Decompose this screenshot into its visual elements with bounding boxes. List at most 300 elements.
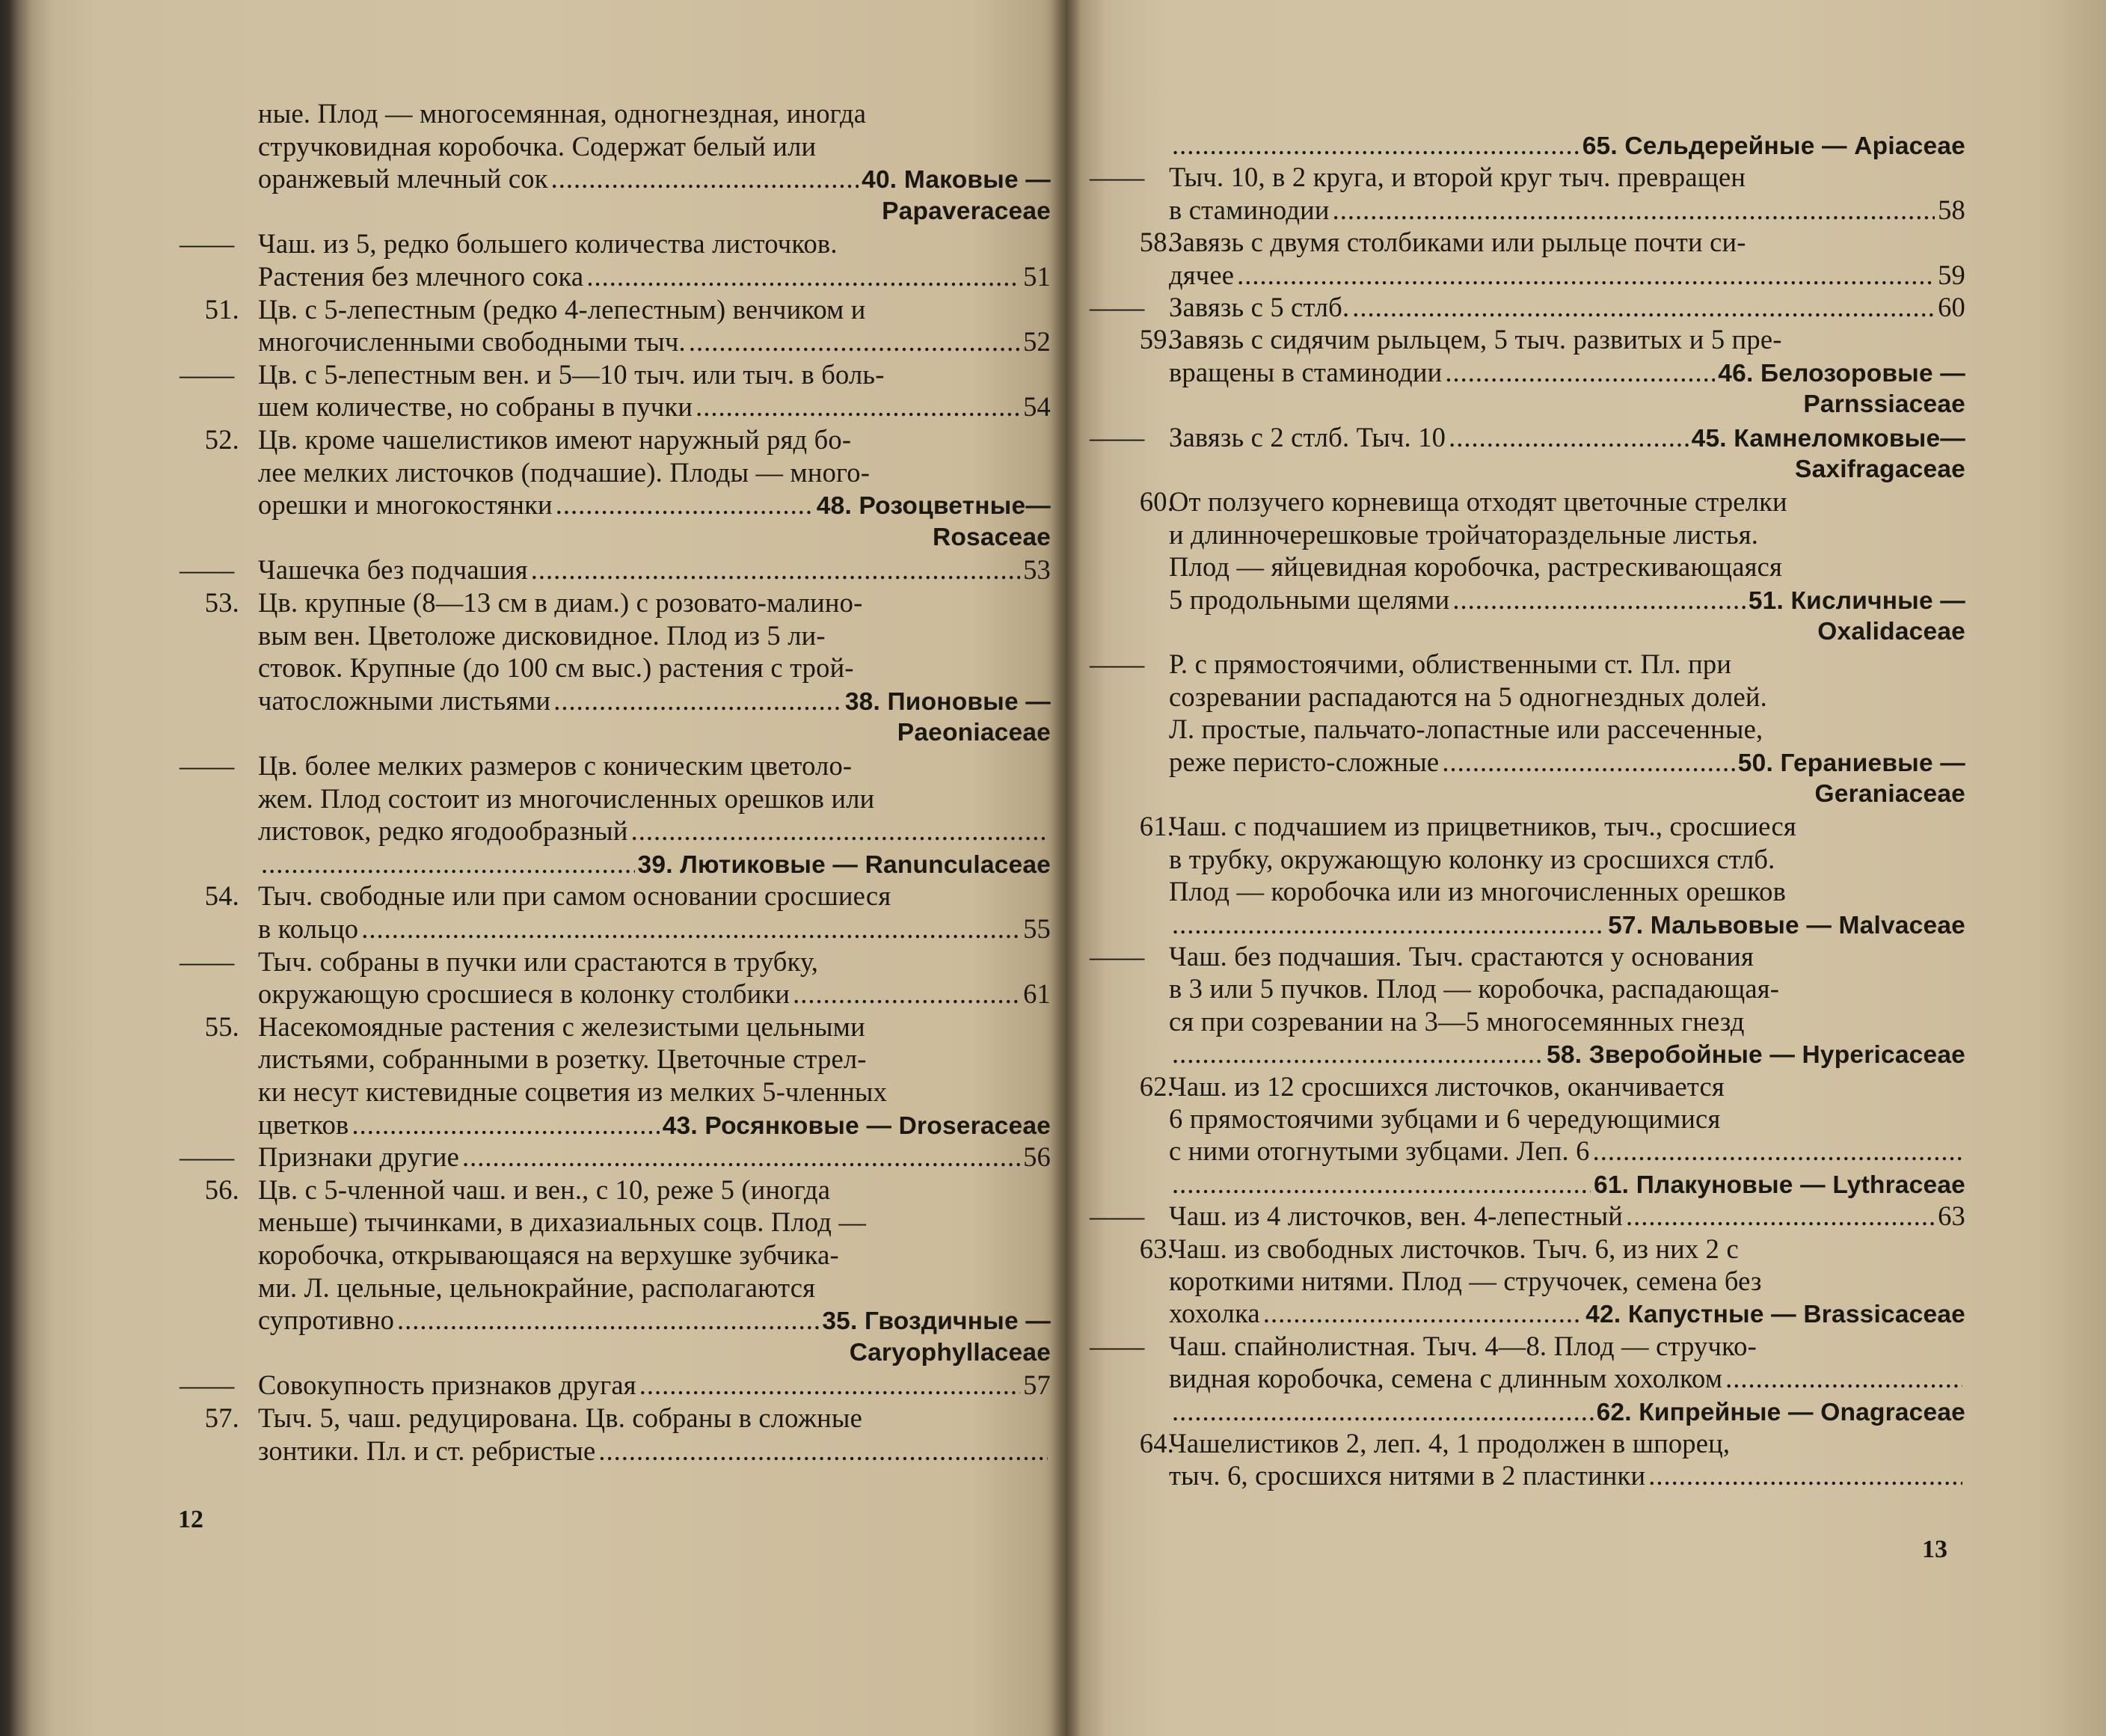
line-content	[1169, 1427, 1965, 1460]
leader-dots	[1593, 1135, 1962, 1168]
line-content	[258, 260, 1051, 293]
leader-dots	[598, 1435, 1048, 1467]
line-content	[1169, 583, 1965, 618]
text-line	[0, 782, 1066, 815]
line-text: Тыч. 5, чаш. редуцирована. Цв. собраны в сложные	[258, 1402, 863, 1433]
line-content	[258, 1010, 1051, 1043]
right-page	[1066, 0, 2106, 1736]
line-text: Плод — коробочка или из многочисленных орешков	[1169, 876, 1787, 907]
line-text: Завязь с сидячим рыльцем, 5 тыч. развитых и 5 пре-	[1169, 324, 1782, 355]
text-line	[1066, 194, 2106, 227]
step-reference: 59	[1938, 259, 1965, 290]
text-line	[1066, 453, 2106, 486]
line-text: Плод — яйцевидная коробочка, растрескивающаяся	[1169, 551, 1783, 583]
text-line	[0, 1010, 1066, 1043]
right-page-number: 13	[1922, 1536, 1947, 1563]
line-text: Чаш. из 4 листочков, вен. 4-лепестный	[1169, 1200, 1624, 1232]
line-content	[258, 913, 1051, 945]
alternative-dash: ——	[179, 228, 235, 260]
line-text: Л. простые, пальчато-лопастные или рассеченные,	[1169, 714, 1763, 745]
line-text: Чаш. без подчашия. Тыч. срастаются у основания	[1169, 941, 1754, 972]
family-name: 50. Гераниевые —	[1737, 749, 1965, 777]
family-name: Geraniaceae	[1814, 780, 1965, 808]
line-text: оранжевый млечный сок	[258, 163, 548, 194]
leader-dots	[1442, 746, 1734, 779]
text-line	[0, 97, 1066, 130]
text-line	[1066, 485, 2106, 518]
text-line	[1066, 908, 2106, 941]
text-line	[0, 1076, 1066, 1108]
text-line	[1066, 1037, 2106, 1070]
line-content	[1169, 259, 1965, 292]
text-line	[0, 717, 1066, 749]
step-reference: 60	[1938, 292, 1965, 322]
family-name: 42. Капустные — Brassicaceae	[1585, 1301, 1965, 1329]
line-content	[1169, 1459, 1965, 1492]
line-text: в 3 или 5 пучков. Плод — коробочка, распадающая-	[1169, 973, 1780, 1005]
line-text: созревании распадаются на 5 одногнездных долей.	[1169, 681, 1767, 712]
line-content	[1169, 972, 1965, 1005]
line-text: Тыч. 10, в 2 круга, и второй круг тыч. превращен	[1169, 162, 1746, 193]
family-name: 46. Белозоровые —	[1718, 359, 1965, 387]
text-line	[1066, 226, 2106, 259]
text-line	[1066, 356, 2106, 389]
line-content	[258, 978, 1051, 1010]
key-step-number: 64.	[1139, 1428, 1174, 1459]
text-line	[0, 586, 1066, 619]
line-text: Завязь с двумя столбиками или рыльце почти си-	[1169, 227, 1746, 258]
family-name: Papaveraceae	[882, 197, 1051, 225]
text-line	[1066, 681, 2106, 714]
key-step-number: 54.	[204, 880, 239, 912]
leader-dots	[1648, 1459, 1962, 1492]
text-line	[0, 390, 1066, 423]
line-text: видная коробочка, семена с длинным хохолком	[1169, 1363, 1723, 1394]
leader-dots	[1172, 129, 1580, 162]
family-name: 35. Гвоздичные —	[822, 1307, 1051, 1336]
line-text: ные. Плод — многосемянная, одногнездная, иногда	[258, 98, 867, 129]
line-content	[258, 1304, 1051, 1338]
line-content	[258, 945, 1051, 978]
text-line	[0, 1402, 1066, 1435]
key-step-number: 53.	[204, 587, 239, 618]
key-step-number: 62.	[1139, 1070, 1174, 1102]
text-line	[0, 162, 1066, 195]
line-content	[1169, 161, 1965, 194]
family-name: Rosaceae	[932, 523, 1051, 551]
family-name: 45. Камнеломковые—	[1691, 424, 1965, 453]
text-line	[1066, 550, 2106, 583]
key-step-number: 60.	[1139, 486, 1174, 518]
step-reference: 52	[1023, 326, 1051, 358]
text-line	[0, 1141, 1066, 1174]
line-text: Цв. крупные (8—13 см в диам.) с розовато-малино-	[258, 587, 863, 618]
line-text: ся при созревании на 3—5 многосемянных гнезд	[1169, 1005, 1745, 1037]
line-content	[258, 293, 1051, 326]
line-content	[1169, 1135, 1965, 1168]
leader-dots	[531, 553, 1020, 586]
text-line	[1066, 259, 2106, 292]
line-text: многочисленными свободными тыч.	[258, 326, 686, 358]
text-line	[0, 227, 1066, 260]
text-line	[1066, 616, 2106, 648]
text-line	[0, 423, 1066, 456]
line-content	[1169, 1233, 1965, 1266]
line-text: Чаш. из 12 сросшихся листочков, оканчивается	[1169, 1070, 1725, 1102]
leader-dots	[1352, 291, 1935, 324]
text-line	[0, 1108, 1066, 1141]
line-text: Цв. более мелких размеров с коническим цветоло-	[258, 750, 853, 781]
text-line	[1066, 1005, 2106, 1038]
text-line	[1066, 1135, 2106, 1168]
text-line	[1066, 1265, 2106, 1298]
line-text: цветков	[258, 1108, 349, 1140]
line-content	[258, 456, 1051, 489]
line-content	[1169, 746, 1965, 780]
alternative-dash: ——	[1090, 1200, 1145, 1232]
line-content	[258, 1043, 1051, 1076]
step-reference: 57	[1023, 1370, 1051, 1401]
line-content	[1169, 1330, 1965, 1363]
line-content	[258, 521, 1051, 554]
text-line	[1066, 323, 2106, 356]
family-name: 48. Розоцветные—	[816, 492, 1051, 521]
text-line	[0, 488, 1066, 521]
line-content	[1169, 1395, 1965, 1429]
alternative-dash: ——	[179, 554, 235, 586]
family-name: 51. Кисличные —	[1748, 586, 1965, 615]
line-text: лее мелких листочков (подчашие). Плоды — много-	[258, 456, 871, 488]
line-content	[1169, 778, 1965, 811]
line-text: Цв. с 5-лепестным (редко 4-лепестным) венчиком и	[258, 293, 866, 325]
line-text: в кольцо	[258, 913, 359, 944]
family-name: 57. Мальвовые — Malvaceae	[1608, 911, 1965, 939]
text-line	[1066, 1070, 2106, 1103]
leader-dots	[1172, 908, 1605, 941]
text-line	[1066, 1395, 2106, 1428]
line-text: Чаш. спайнолистная. Тыч. 4—8. Плод — стручко-	[1169, 1330, 1757, 1361]
text-line	[1066, 583, 2106, 616]
text-line	[1066, 875, 2106, 908]
line-text: шем количестве, но собраны в пучки	[258, 391, 693, 423]
line-text: жем. Плод состоит из многочисленных орешков или	[258, 782, 875, 814]
line-content	[258, 195, 1051, 228]
alternative-dash: ——	[1090, 292, 1145, 322]
text-line	[0, 1174, 1066, 1206]
text-line	[0, 1239, 1066, 1272]
family-name: Parnssiaceae	[1803, 390, 1965, 419]
leader-dots	[351, 1108, 659, 1141]
text-line	[0, 684, 1066, 717]
line-text: Чаш. с подчашием из прицветников, тыч., сросшиеся	[1169, 811, 1796, 842]
leader-dots	[551, 162, 859, 195]
text-line	[0, 651, 1066, 684]
alternative-dash: ——	[1090, 941, 1145, 972]
line-content	[258, 880, 1051, 913]
text-line	[1066, 940, 2106, 973]
line-content	[1169, 908, 1965, 942]
family-name: 43. Росянковые — Droseraceae	[662, 1111, 1051, 1140]
line-content	[258, 1239, 1051, 1272]
text-line	[0, 325, 1066, 358]
alternative-dash: ——	[1090, 162, 1145, 193]
line-content	[1169, 1200, 1965, 1233]
step-reference: 51	[1023, 261, 1051, 292]
family-name: 58. Зверобойные — Hypericaceae	[1547, 1041, 1965, 1070]
text-line	[0, 913, 1066, 945]
line-text: Чаш. из 5, редко большего количества листочков.	[258, 228, 838, 260]
line-content	[258, 782, 1051, 815]
text-line	[1066, 518, 2106, 551]
line-text: Чашечка без подчашия	[258, 554, 528, 586]
alternative-dash: ——	[179, 358, 235, 390]
line-content	[1169, 648, 1965, 681]
leader-dots	[556, 488, 814, 521]
text-line	[0, 456, 1066, 489]
leader-dots	[1449, 421, 1689, 454]
text-line	[1066, 1168, 2106, 1200]
line-content	[1169, 1037, 1965, 1072]
line-text: меньше) тычинками, в дихазиальных соцв. Плод —	[258, 1206, 867, 1238]
line-content	[258, 1435, 1051, 1467]
text-line	[0, 195, 1066, 228]
step-reference: 55	[1023, 913, 1051, 944]
family-name: Saxifragaceae	[1795, 456, 1965, 483]
line-content	[258, 390, 1051, 423]
text-line	[0, 260, 1066, 293]
line-text: и длинночерешковые тройчатораздельные листья.	[1169, 518, 1759, 550]
leader-dots	[793, 978, 1020, 1010]
text-line	[1066, 843, 2106, 876]
leader-dots	[361, 913, 1020, 945]
text-line	[0, 1369, 1066, 1402]
line-text: Тыч. свободные или при самом основании сросшиеся	[258, 880, 891, 912]
line-text: Совокупность признаков другая	[258, 1370, 636, 1401]
leader-dots	[696, 390, 1020, 423]
line-content	[258, 847, 1051, 882]
leader-dots	[1333, 194, 1935, 227]
family-name: Oxalidaceae	[1817, 618, 1965, 645]
line-content	[258, 423, 1051, 456]
text-line	[0, 293, 1066, 326]
key-step-number: 61.	[1139, 811, 1174, 842]
text-line	[1066, 972, 2106, 1005]
line-content	[258, 749, 1051, 782]
line-text: Завязь с 2 стлб. Тыч. 10	[1169, 421, 1446, 453]
alternative-dash: ——	[1090, 1330, 1145, 1361]
line-text: Растения без млечного сока	[258, 261, 584, 292]
step-reference: 54	[1023, 391, 1051, 423]
text-line	[1066, 1362, 2106, 1395]
line-text: с ними отогнутыми зубцами. Леп. 6	[1169, 1135, 1590, 1167]
line-content	[1169, 291, 1965, 324]
text-line	[1066, 1102, 2106, 1135]
text-line	[0, 130, 1066, 163]
line-text: листьями, собранными в розетку. Цветочные стрел-	[258, 1043, 867, 1075]
family-name: 39. Лютиковые — Ranunculaceae	[637, 850, 1051, 879]
line-content	[1169, 356, 1965, 390]
line-content	[258, 586, 1051, 619]
text-line	[0, 847, 1066, 880]
text-line	[0, 1272, 1066, 1304]
line-text: чатосложными листьями	[258, 684, 551, 716]
text-line	[0, 619, 1066, 652]
line-content	[1169, 1070, 1965, 1103]
leader-dots	[586, 260, 1020, 293]
line-text: листовок, редко ягодообразный	[258, 815, 628, 847]
alternative-dash: ——	[179, 945, 235, 977]
line-content	[1169, 875, 1965, 908]
line-content	[1169, 1005, 1965, 1038]
step-reference: 56	[1023, 1141, 1051, 1173]
line-content	[1169, 485, 1965, 518]
leader-dots	[1445, 356, 1715, 389]
line-text: тыч. 6, сросшихся нитями в 2 пластинки	[1169, 1460, 1646, 1491]
text-line	[1066, 713, 2106, 746]
line-content	[258, 488, 1051, 523]
line-content	[258, 684, 1051, 719]
line-content	[1169, 388, 1965, 421]
line-content	[258, 619, 1051, 652]
line-content	[258, 1337, 1051, 1370]
line-content	[258, 358, 1051, 391]
line-content	[1169, 194, 1965, 227]
line-content	[1169, 323, 1965, 356]
line-content	[258, 325, 1051, 358]
text-line	[1066, 1427, 2106, 1460]
line-content	[1169, 550, 1965, 583]
line-content	[258, 1206, 1051, 1239]
text-line	[0, 978, 1066, 1010]
leader-dots	[1172, 1168, 1591, 1200]
text-line	[1066, 129, 2106, 162]
line-text: ки несут кистевидные соцветия из мелких 5-членных	[258, 1076, 888, 1107]
line-text: Насекомоядные растения с железистыми цельными	[258, 1010, 865, 1042]
line-content	[258, 1369, 1051, 1402]
line-content	[258, 815, 1051, 847]
line-content	[258, 1174, 1051, 1206]
text-line	[1066, 1459, 2106, 1492]
left-page-number: 12	[178, 1506, 203, 1533]
leader-dots	[631, 815, 1048, 847]
line-content	[258, 717, 1051, 749]
alternative-dash: ——	[179, 750, 235, 781]
alternative-dash: ——	[1090, 648, 1145, 680]
text-line	[0, 880, 1066, 913]
leader-dots	[1452, 583, 1746, 616]
family-name: Paeoniaceae	[897, 719, 1051, 747]
line-text: реже перисто-сложные	[1169, 746, 1440, 777]
step-reference: 53	[1023, 554, 1051, 586]
line-text: Чашелистиков 2, леп. 4, 1 продолжен в шпорец,	[1169, 1428, 1731, 1459]
key-step-number: 57.	[204, 1402, 239, 1433]
line-text: в трубку, окружающую колонку из сросшихся стлб.	[1169, 843, 1775, 874]
line-text: вращены в стаминодии	[1169, 356, 1443, 387]
line-text: От ползучего корневища отходят цветочные стрелки	[1169, 486, 1787, 518]
line-content	[1169, 421, 1965, 456]
line-text: Признаки другие	[258, 1141, 459, 1173]
family-name: 38. Пионовые —	[844, 687, 1051, 716]
line-content	[258, 651, 1051, 684]
key-step-number: 63.	[1139, 1233, 1174, 1264]
alternative-dash: ——	[179, 1370, 235, 1401]
text-line	[0, 1043, 1066, 1076]
leader-dots	[1237, 259, 1935, 292]
text-line	[1066, 1200, 2106, 1233]
text-line	[1066, 1297, 2106, 1330]
line-content	[1169, 226, 1965, 259]
text-line	[1066, 421, 2106, 454]
leader-dots	[1263, 1297, 1582, 1330]
alternative-dash: ——	[179, 1141, 235, 1173]
line-text: орешки и многокостянки	[258, 489, 553, 521]
line-text: вым вен. Цветоложе дисковидное. Плод из 5 ли-	[258, 619, 826, 651]
leader-dots	[1725, 1362, 1962, 1395]
line-text: в стаминодии	[1169, 194, 1330, 225]
line-text: Цв. с 5-лепестным вен. и 5—10 тыч. или тыч. в боль-	[258, 358, 885, 390]
family-name: 65. Сельдерейные — Apiaceae	[1582, 132, 1965, 160]
text-line	[1066, 778, 2106, 811]
line-content	[258, 1272, 1051, 1304]
line-content	[258, 97, 1051, 130]
line-content	[258, 1402, 1051, 1435]
text-line	[0, 1337, 1066, 1370]
line-content	[1169, 940, 1965, 973]
text-line	[1066, 1330, 2106, 1363]
text-line	[0, 815, 1066, 847]
step-reference: 58	[1938, 194, 1965, 225]
line-content	[258, 1108, 1051, 1143]
family-name: Caryophyllaceae	[849, 1338, 1051, 1367]
line-text: 5 продольными щелями	[1169, 583, 1450, 615]
line-content	[1169, 1362, 1965, 1395]
line-content	[1169, 616, 1965, 648]
line-content	[1169, 1168, 1965, 1202]
line-content	[1169, 1297, 1965, 1331]
line-text: Завязь с 5 стлб.	[1169, 292, 1350, 322]
line-text: дячее	[1169, 259, 1235, 290]
text-line	[1066, 746, 2106, 779]
line-text: супротивно	[258, 1304, 395, 1336]
line-content	[258, 227, 1051, 260]
key-step-number: 59.	[1139, 324, 1174, 355]
line-text: Р. с прямостоячими, облиственными ст. Пл. при	[1169, 648, 1732, 680]
line-content	[1169, 843, 1965, 876]
step-reference: 63	[1938, 1200, 1965, 1232]
line-content	[258, 130, 1051, 163]
key-step-number: 58.	[1139, 227, 1174, 258]
text-line	[1066, 161, 2106, 194]
text-line	[0, 521, 1066, 554]
line-text: стручковидная коробочка. Содержат белый или	[258, 130, 817, 162]
family-name: 62. Кипрейные — Onagraceae	[1596, 1398, 1965, 1426]
leader-dots	[1172, 1395, 1594, 1428]
key-step-number: 55.	[204, 1010, 239, 1042]
text-line	[1066, 810, 2106, 843]
text-line	[0, 1435, 1066, 1467]
line-text: окружающую сросшиеся в колонку столбики	[258, 978, 790, 1010]
text-line	[1066, 1233, 2106, 1266]
line-content	[258, 162, 1051, 197]
leader-dots	[1626, 1200, 1935, 1233]
family-name: 61. Плакуновые — Lythraceae	[1594, 1171, 1965, 1199]
text-line	[0, 358, 1066, 391]
leader-dots	[462, 1141, 1020, 1174]
leader-dots	[1172, 1037, 1544, 1070]
family-name: 40. Маковые —	[862, 166, 1051, 194]
line-text: короткими нитями. Плод — стручочек, семена без	[1169, 1266, 1762, 1296]
line-text: Цв. с 5-членной чаш. и вен., с 10, реже 5 (иногда	[258, 1174, 831, 1205]
